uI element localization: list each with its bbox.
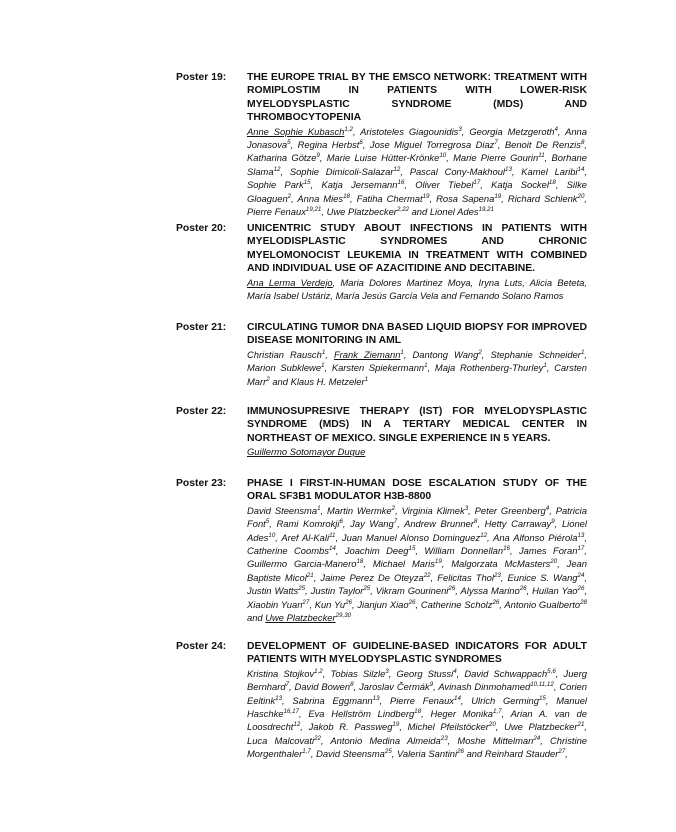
poster-authors — [247, 445, 587, 458]
author-name: Sophie Park — [247, 179, 304, 191]
author-name: Alyssa Marino — [460, 585, 520, 597]
author-affiliation: 26 — [345, 598, 352, 606]
author-affiliation: 4 — [545, 504, 550, 512]
poster-authors: Kristina Stojkov$^{1,2}$, Tobias Silzle$^3$, Georg Stussi$^4$, David Schwappach$^{5,6}$, Juerg Bernhard$^7$, David Bowen$^8$, Jaroslav Čermák$^9$, Avinash Dinmohamed$^{10,11,12}$, Corien Eeltink$^{13}$, Sabrina Eggmann$^{13}$, Pierre Fenaux$^{14}$, Ulrich Germing$^{15}$, Manuel Haschke$^{16,17}$, Eva Hellström Lindberg$^{18}$, Heger Monika$^{1,7}$, Arian A. van de Loosdrecht$^{12}$, Jakob R. Passweg$^{19}$, Michel Pfeilstöcker$^{20}$, Uwe Platzbecker$^{21}$, Luca Malcovati$^{22}$, Antonio Medina Almeida$^{23}$, Moshe Mittelman$^{24}$, Christine Morgenthaler$^{1,7}$, David Steensma$^{25}$, Valeria Santini$^{26}$ and Reinhard Stauder$^{27}$, — [247, 667, 588, 760]
author-name: Fernando Solano Ramos — [459, 290, 564, 302]
author-affiliation: 20 — [577, 192, 585, 200]
author-affiliation: 25 — [298, 585, 306, 593]
author-affiliation: 3 — [464, 504, 469, 512]
author-name: Aristoteles Giagounidis — [360, 125, 459, 137]
author-affiliation: 1 — [580, 348, 585, 356]
author-name: Regina Herbst — [297, 139, 360, 151]
author-name: Michael Maris — [372, 558, 435, 570]
author-affiliation: 15 — [538, 694, 546, 702]
author-affiliation: 8 — [350, 681, 354, 689]
author-affiliation: 26 — [408, 598, 416, 606]
author-name: Jakob R. Passweg — [308, 721, 393, 733]
author-name: Oliver Tiebel — [415, 179, 474, 191]
author-affiliation: 2 — [391, 504, 396, 512]
author-affiliation: 5,6 — [547, 667, 556, 675]
author-affiliation: 13 — [372, 694, 380, 702]
author-affiliation: 5 — [287, 138, 291, 146]
author-name: Justin Taylor — [310, 585, 364, 597]
author-affiliation: 16 — [397, 179, 405, 187]
author-name: David Schwappach — [464, 667, 548, 679]
author-affiliation: 24 — [577, 571, 585, 579]
poster-label: Poster 24: — [176, 641, 227, 652]
poster-label: Poster 19: — [176, 72, 227, 83]
author-affiliation: 28 — [580, 598, 587, 606]
author-name: Eunice S. Wang — [507, 571, 578, 583]
author-affiliation: 3 — [385, 667, 389, 675]
author-name: Kamel Laribi — [521, 165, 578, 177]
poster-title: IMMUNOSUPRESIVE THERAPY (IST) FOR MYELODYSPLASTIC SYNDROME (MDS) IN A TERTARY MEDICAL CENTER IN NORTHEAST OF MEXICO. SINGLE EXPERIENCE IN 5 YEARS. — [247, 406, 587, 444]
author-name: Andrew Brunner — [404, 518, 474, 530]
author-affiliation: 26 — [519, 585, 527, 593]
author-name: Jianjun Xiao — [357, 598, 409, 610]
poster-label: Poster 22: — [176, 406, 227, 417]
author-name: Heger Monika — [430, 708, 493, 720]
poster-content — [247, 71, 587, 218]
author-affiliation: 19 — [434, 558, 442, 566]
author-affiliation: 15 — [303, 179, 311, 187]
author-affiliation: 21 — [577, 721, 585, 729]
author-affiliation: 25 — [384, 748, 392, 756]
author-name: Katja Sockel — [491, 179, 549, 191]
author-name: Tobias Silzle — [330, 667, 386, 679]
author-affiliation: 7 — [494, 138, 498, 146]
author-name: Patricia Font — [247, 504, 587, 530]
author-name: Christine Morgenthaler — [247, 734, 587, 760]
author-affiliation: 1,7 — [493, 707, 502, 715]
author-name: Justin Watts — [247, 585, 299, 597]
author-name: Rami Komrokji — [276, 518, 340, 530]
author-name: Fatiha Chermat — [356, 192, 423, 204]
poster-label: Poster 20: — [176, 223, 227, 234]
author-name: Uwe Platzbecker — [504, 721, 578, 733]
author-name: David Bowen — [294, 681, 351, 693]
author-name: Borhane Slama — [247, 152, 587, 177]
author-name: Sophie Dimicoli-Salazar — [289, 165, 394, 177]
author-affiliation: 17 — [473, 179, 481, 187]
author-affiliation: 23 — [440, 734, 448, 742]
author-name: Sabrina Eggmann — [292, 694, 373, 706]
author-name: Silke Gloaguen — [247, 179, 587, 204]
author-affiliation: 11 — [329, 531, 336, 539]
author-affiliation: 9 — [551, 518, 555, 526]
author-name: Jay Wang — [350, 518, 394, 530]
author-affiliation: 4 — [554, 125, 558, 133]
author-affiliation: 20 — [488, 721, 496, 729]
author-affiliation: 27 — [302, 598, 310, 606]
author-name: Katharina Götze — [247, 152, 317, 164]
author-name: Manuel Haschke — [247, 694, 587, 720]
author-name: Christian Rausch — [247, 348, 322, 360]
author-name: Valeria Santini — [396, 748, 458, 760]
author-name: Georg Stussi — [396, 667, 454, 679]
author-affiliation: 18 — [356, 558, 364, 566]
poster-label: Poster 23: — [176, 478, 227, 489]
author-affiliation: 12 — [393, 165, 401, 173]
author-affiliation: 26 — [577, 585, 585, 593]
author-affiliation: 29,30 — [335, 611, 352, 619]
author-affiliation: 27 — [558, 748, 566, 756]
author-affiliation: 13 — [505, 165, 512, 173]
author-name: Pierre Fenaux — [247, 206, 306, 218]
poster-authors: Anne Sophie Kubasch$^{1,2}$, Aristoteles Giagounidis$^3$, Georgia Metzgeroth$^4$, Anna Jonasova$^5$, Regina Herbst$^6$, Jose Miguel Torregrosa Diaz$^7$, Benoit De Renzis$^8$, Katharina Götze$^9$, Marie Luise Hütter-Krönke$^{10}$, Marie Pierre Gourin$^{11}$, Borhane Slama$^{12}$, Sophie Dimicoli-Salazar$^{12}$, Pascal Cony-Makhoul$^{13}$, Kamel Laribi$^{14}$, Sophie Park$^{15}$, Katja Jersemann$^{16}$, Oliver Tiebel$^{17}$, Katja Sockel$^{18}$, Silke Gloaguen$^2$, Anna Mies$^{18}$, Fatiha Chermat$^{19}$, Rosa Sapena$^{19}$, Richard Schlenk$^{20}$, Pierre Fenaux$^{19,21}$, Uwe Platzbecker$^{2,22}$ and Lionel Ades$^{19,21}$ — [247, 125, 588, 218]
author-name: David Steensma — [316, 748, 385, 760]
author-name: Marie Pierre Gourin — [453, 152, 539, 164]
author-affiliation: 14 — [454, 694, 461, 702]
author-affiliation: 13 — [577, 531, 585, 539]
author-affiliation: 15 — [408, 544, 416, 552]
author-name: Jean Baptiste Micol — [247, 558, 587, 583]
author-affiliation: 1 — [543, 362, 547, 370]
author-name: Virginia Klimek — [401, 504, 465, 516]
author-name: Reinhard Stauder — [484, 748, 559, 760]
author-name: Luca Malcovati — [247, 734, 315, 746]
author-name: Antonio Medina Almeida — [330, 734, 441, 746]
author-affiliation: 9 — [316, 152, 320, 160]
author-affiliation: 23 — [493, 571, 501, 579]
poster-label: Poster 21: — [176, 322, 227, 333]
author-affiliation: 19 — [422, 192, 430, 200]
author-name: Kristina Stojkov — [247, 667, 315, 679]
author-affiliation: 17 — [577, 544, 585, 552]
author-name: Arian A. van de Loosdrecht — [247, 708, 587, 733]
author-name: Lionel Ades — [429, 206, 479, 218]
author-affiliation: 16 — [503, 544, 510, 552]
author-affiliation: 2 — [266, 375, 270, 383]
author-name: Maria Dolores Martinez Moya — [340, 276, 471, 288]
author-affiliation: 12 — [273, 165, 281, 173]
poster-authors: Ana Lerma Verdejo, Maria Dolores Martinez Moya, Iryna Luts, Alicia Beteta, María Isabel Ustáriz, María Jesús García Vela and Fernando Solano Ramos — [247, 276, 587, 302]
author-affiliation: 1 — [424, 362, 428, 370]
author-name: Avinash Dinmohamed — [438, 681, 531, 693]
author-name: María Isabel Ustáriz — [247, 290, 331, 302]
author-name: Jaime Perez De Oteyza — [320, 571, 424, 583]
author-name: Karsten Spiekermann — [331, 362, 425, 374]
author-affiliation: 1 — [364, 375, 369, 383]
author-affiliation: 6 — [339, 518, 343, 526]
author-affiliation: 26 — [492, 598, 500, 606]
author-name: Pierre Fenaux — [389, 694, 454, 706]
author-name: Guillermo Garcia-Manero — [247, 558, 357, 570]
author-name: Frank Ziemann — [333, 348, 401, 360]
authors-trailing: , — [565, 748, 568, 760]
author-name: Catherine Scholz — [420, 598, 493, 610]
author-affiliation: 7 — [393, 518, 398, 526]
author-affiliation: 1,7 — [302, 748, 311, 756]
author-affiliation: 2 — [287, 192, 292, 200]
author-name: Marion Subklewe — [247, 362, 322, 374]
poster-title: CIRCULATING TUMOR DNA BASED LIQUID BIOPSY FOR IMPROVED DISEASE MONITORING IN AML — [247, 322, 587, 347]
author-name: Stephanie Schneider — [490, 348, 581, 360]
author-name: Ana Alfonso Piérola — [493, 531, 578, 543]
author-affiliation: 24 — [533, 734, 541, 742]
author-name: Anna Jonasova — [247, 125, 587, 151]
author-name: Corien Eeltink — [247, 681, 587, 706]
author-affiliation: 14 — [577, 165, 585, 173]
author-affiliation: 14 — [328, 544, 336, 552]
author-affiliation: 9 — [429, 681, 434, 689]
author-name: Vikram Gourineni — [375, 585, 449, 597]
author-affiliation: 1 — [321, 362, 325, 370]
author-name: Michel Pfeilstöcker — [407, 721, 489, 733]
author-name: Hetty Carraway — [484, 518, 552, 530]
author-name: Uwe Platzbecker — [265, 612, 336, 624]
author-affiliation: 18 — [414, 707, 422, 715]
author-affiliation: 22 — [314, 734, 321, 742]
author-affiliation: 10 — [439, 152, 447, 160]
author-name: Anna Mies — [297, 192, 344, 204]
author-name: Maja Rothenberg-Thurley — [434, 362, 544, 374]
author-name: Aref Al-Kali — [281, 531, 330, 543]
author-name: Antonio Gualberto — [504, 598, 581, 610]
author-affiliation: 19 — [494, 192, 502, 200]
author-name: Moshe Mittelman — [457, 734, 534, 746]
author-name: Felicitas Thol — [437, 571, 494, 583]
author-name: James Foran — [518, 545, 578, 557]
author-name: Georgia Metzgeroth — [469, 125, 555, 137]
poster-title: THE EUROPE TRIAL BY THE EMSCO NETWORK: TREATMENT WITH ROMIPLOSTIM IN PATIENTS WITH LOWER-RISK MYELODYSPLASTIC SYNDROME (MDS) AND THROMBOCYTOPENIA — [247, 72, 587, 124]
author-name: Catherine Coombs — [247, 545, 329, 557]
author-name: María Jesús García Vela — [335, 290, 439, 302]
author-name: William Donnellan — [424, 545, 504, 557]
author-name: Ana Lerma Verdejo — [247, 276, 333, 288]
author-affiliation: 16,17 — [283, 707, 299, 715]
author-affiliation: 19 — [392, 721, 400, 729]
poster-authors: David Steensma$^1$, Martin Wermke$^2$, Virginia Klimek$^3$, Peter Greenberg$^4$, Patricia Font$^5$, Rami Komrokji$^6$, Jay Wang$^7$, Andrew Brunner$^8$, Hetty Carraway$^9$, Lionel Ades$^{10}$, Aref Al-Kali$^{11}$, Juan Manuel Alonso Dominguez$^{12}$, Ana Alfonso Piérola$^{13}$, Catherine Coombs$^{14}$, Joachim Deeg$^{15}$, William Donnellan$^{16}$, James Foran$^{17}$, Guillermo Garcia-Manero$^{18}$, Michael Maris$^{19}$, Malgorzata McMasters$^{20}$, Jean Baptiste Micol$^{21}$, Jaime Perez De Oteyza$^{22}$, Felicitas Thol$^{23}$, Eunice S. Wang$^{24}$, Justin Watts$^{25}$, Justin Taylor$^{25}$, Vikram Gourineni$^{26}$, Alyssa Marino$^{26}$, Huilan Yao$^{26}$, Xiaobin Yuan$^{27}$, Kun Yu$^{26}$, Jianjun Xiao$^{26}$, Catherine Scholz$^{26}$, Antonio Gualberto$^{28}$ and Uwe Platzbecker$^{29,30}$ — [247, 504, 588, 624]
poster-title: PHASE I FIRST-IN-HUMAN DOSE ESCALATION STUDY OF THE ORAL SF3B1 MODULATOR H3B-8800 — [247, 478, 587, 503]
poster-authors: Christian Rausch$^1$, Frank Ziemann$^1$, Dantong Wang$^2$, Stephanie Schneider$^1$, Marion Subklewe$^1$, Karsten Spiekermann$^1$, Maja Rothenberg-Thurley$^1$, Carsten Marr$^2$ and Klaus H. Metzeler$^1$ — [247, 348, 587, 387]
author-name: Benoit De Renzis — [504, 139, 581, 151]
author-affiliation: 10,11,12 — [530, 681, 554, 689]
poster-content — [247, 405, 587, 459]
author-affiliation: 1 — [317, 504, 321, 512]
poster-title: UNICENTRIC STUDY ABOUT INFECTIONS IN PATIENTS WITH MYELODISPLASTIC SYNDROMES AND CHRONIC MYELOMONOCIST LEUKEMIA IN TREATMENT WITH COMBINED AND INDIVIDUAL USE OF AZACITIDINE AND DECITABINE. — [247, 223, 587, 275]
author-name: Carsten Marr — [247, 362, 587, 387]
author-affiliation: 1 — [400, 348, 404, 356]
author-affiliation: 10 — [268, 531, 276, 539]
author-name: Eva Hellström Lindberg — [308, 708, 415, 720]
author-affiliation: 18 — [343, 192, 350, 200]
poster-content — [247, 640, 587, 761]
author-affiliation: 21 — [306, 571, 314, 579]
author-name: Rosa Sapena — [436, 192, 495, 204]
author-affiliation: 8 — [580, 138, 585, 146]
author-affiliation: 8 — [473, 518, 478, 526]
author-name: Xiaobin Yuan — [247, 598, 303, 610]
author-name: Joachim Deeg — [344, 545, 409, 557]
author-affiliation: 13 — [275, 694, 283, 702]
author-affiliation: 2 — [478, 348, 482, 356]
author-name: Kun Yu — [314, 598, 346, 610]
author-name: Uwe Platzbecker — [326, 206, 397, 218]
author-affiliation: 26 — [457, 748, 464, 756]
author-affiliation: 1,2 — [344, 125, 353, 133]
author-affiliation: 3 — [458, 125, 462, 133]
author-affiliation: 1 — [321, 348, 326, 356]
poster-content — [247, 321, 587, 388]
author-name: Juan Manuel Alonso Dominguez — [341, 531, 481, 543]
author-name: Martin Wermke — [327, 504, 392, 516]
author-affiliation: 26 — [448, 585, 456, 593]
author-affiliation: 19,21 — [478, 205, 494, 213]
author-name: Juerg Bernhard — [247, 667, 587, 693]
author-affiliation: 12 — [293, 721, 301, 729]
author-name: Huilan Yao — [532, 585, 578, 597]
author-name: Pascal Cony-Makhoul — [409, 165, 506, 177]
author-affiliation: 20 — [550, 558, 558, 566]
author-name: Jose Miguel Torregrosa Diaz — [369, 139, 495, 151]
author-affiliation: 12 — [480, 531, 488, 539]
author-affiliation: 6 — [359, 138, 363, 146]
author-name: Ulrich Germing — [471, 694, 539, 706]
author-name: David Steensma — [247, 504, 318, 516]
author-affiliation: 4 — [453, 667, 457, 675]
author-name: Peter Greenberg — [474, 504, 546, 516]
author-affiliation: 5 — [265, 518, 270, 526]
author-name: Lionel Ades — [247, 518, 587, 543]
author-affiliation: 7 — [285, 681, 290, 689]
author-affiliation: 1,2 — [314, 667, 323, 675]
author-name: Klaus H. Metzeler — [290, 375, 365, 387]
author-name: Alicia Beteta — [529, 276, 585, 288]
author-affiliation: 25 — [363, 585, 371, 593]
author-name: Guillermo Sotomayor Duque — [247, 446, 366, 458]
author-affiliation: 18 — [548, 179, 556, 187]
author-affiliation: 11 — [538, 152, 545, 160]
author-name: Dantong Wang — [412, 348, 479, 360]
author-name: Anne Sophie Kubasch — [247, 125, 345, 137]
poster-title: DEVELOPMENT OF GUIDELINE-BASED INDICATORS FOR ADULT PATIENTS WITH MYELODYSPLASTIC SYNDROMES — [247, 641, 587, 666]
author-name: Iryna Luts — [478, 276, 523, 288]
author-name: Katja Jersemann — [321, 179, 398, 191]
author-affiliation: 19,21 — [305, 205, 322, 213]
poster-content — [247, 222, 587, 302]
author-name: Jaroslav Čermák — [359, 681, 430, 693]
author-affiliation: 22 — [423, 571, 431, 579]
author-affiliation: 2,22 — [396, 205, 409, 213]
author-name: Richard Schlenk — [507, 192, 578, 204]
author-name: Malgorzata McMasters — [451, 558, 551, 570]
poster-content — [247, 477, 587, 624]
author-name: Marie Luise Hütter-Krönke — [326, 152, 440, 164]
